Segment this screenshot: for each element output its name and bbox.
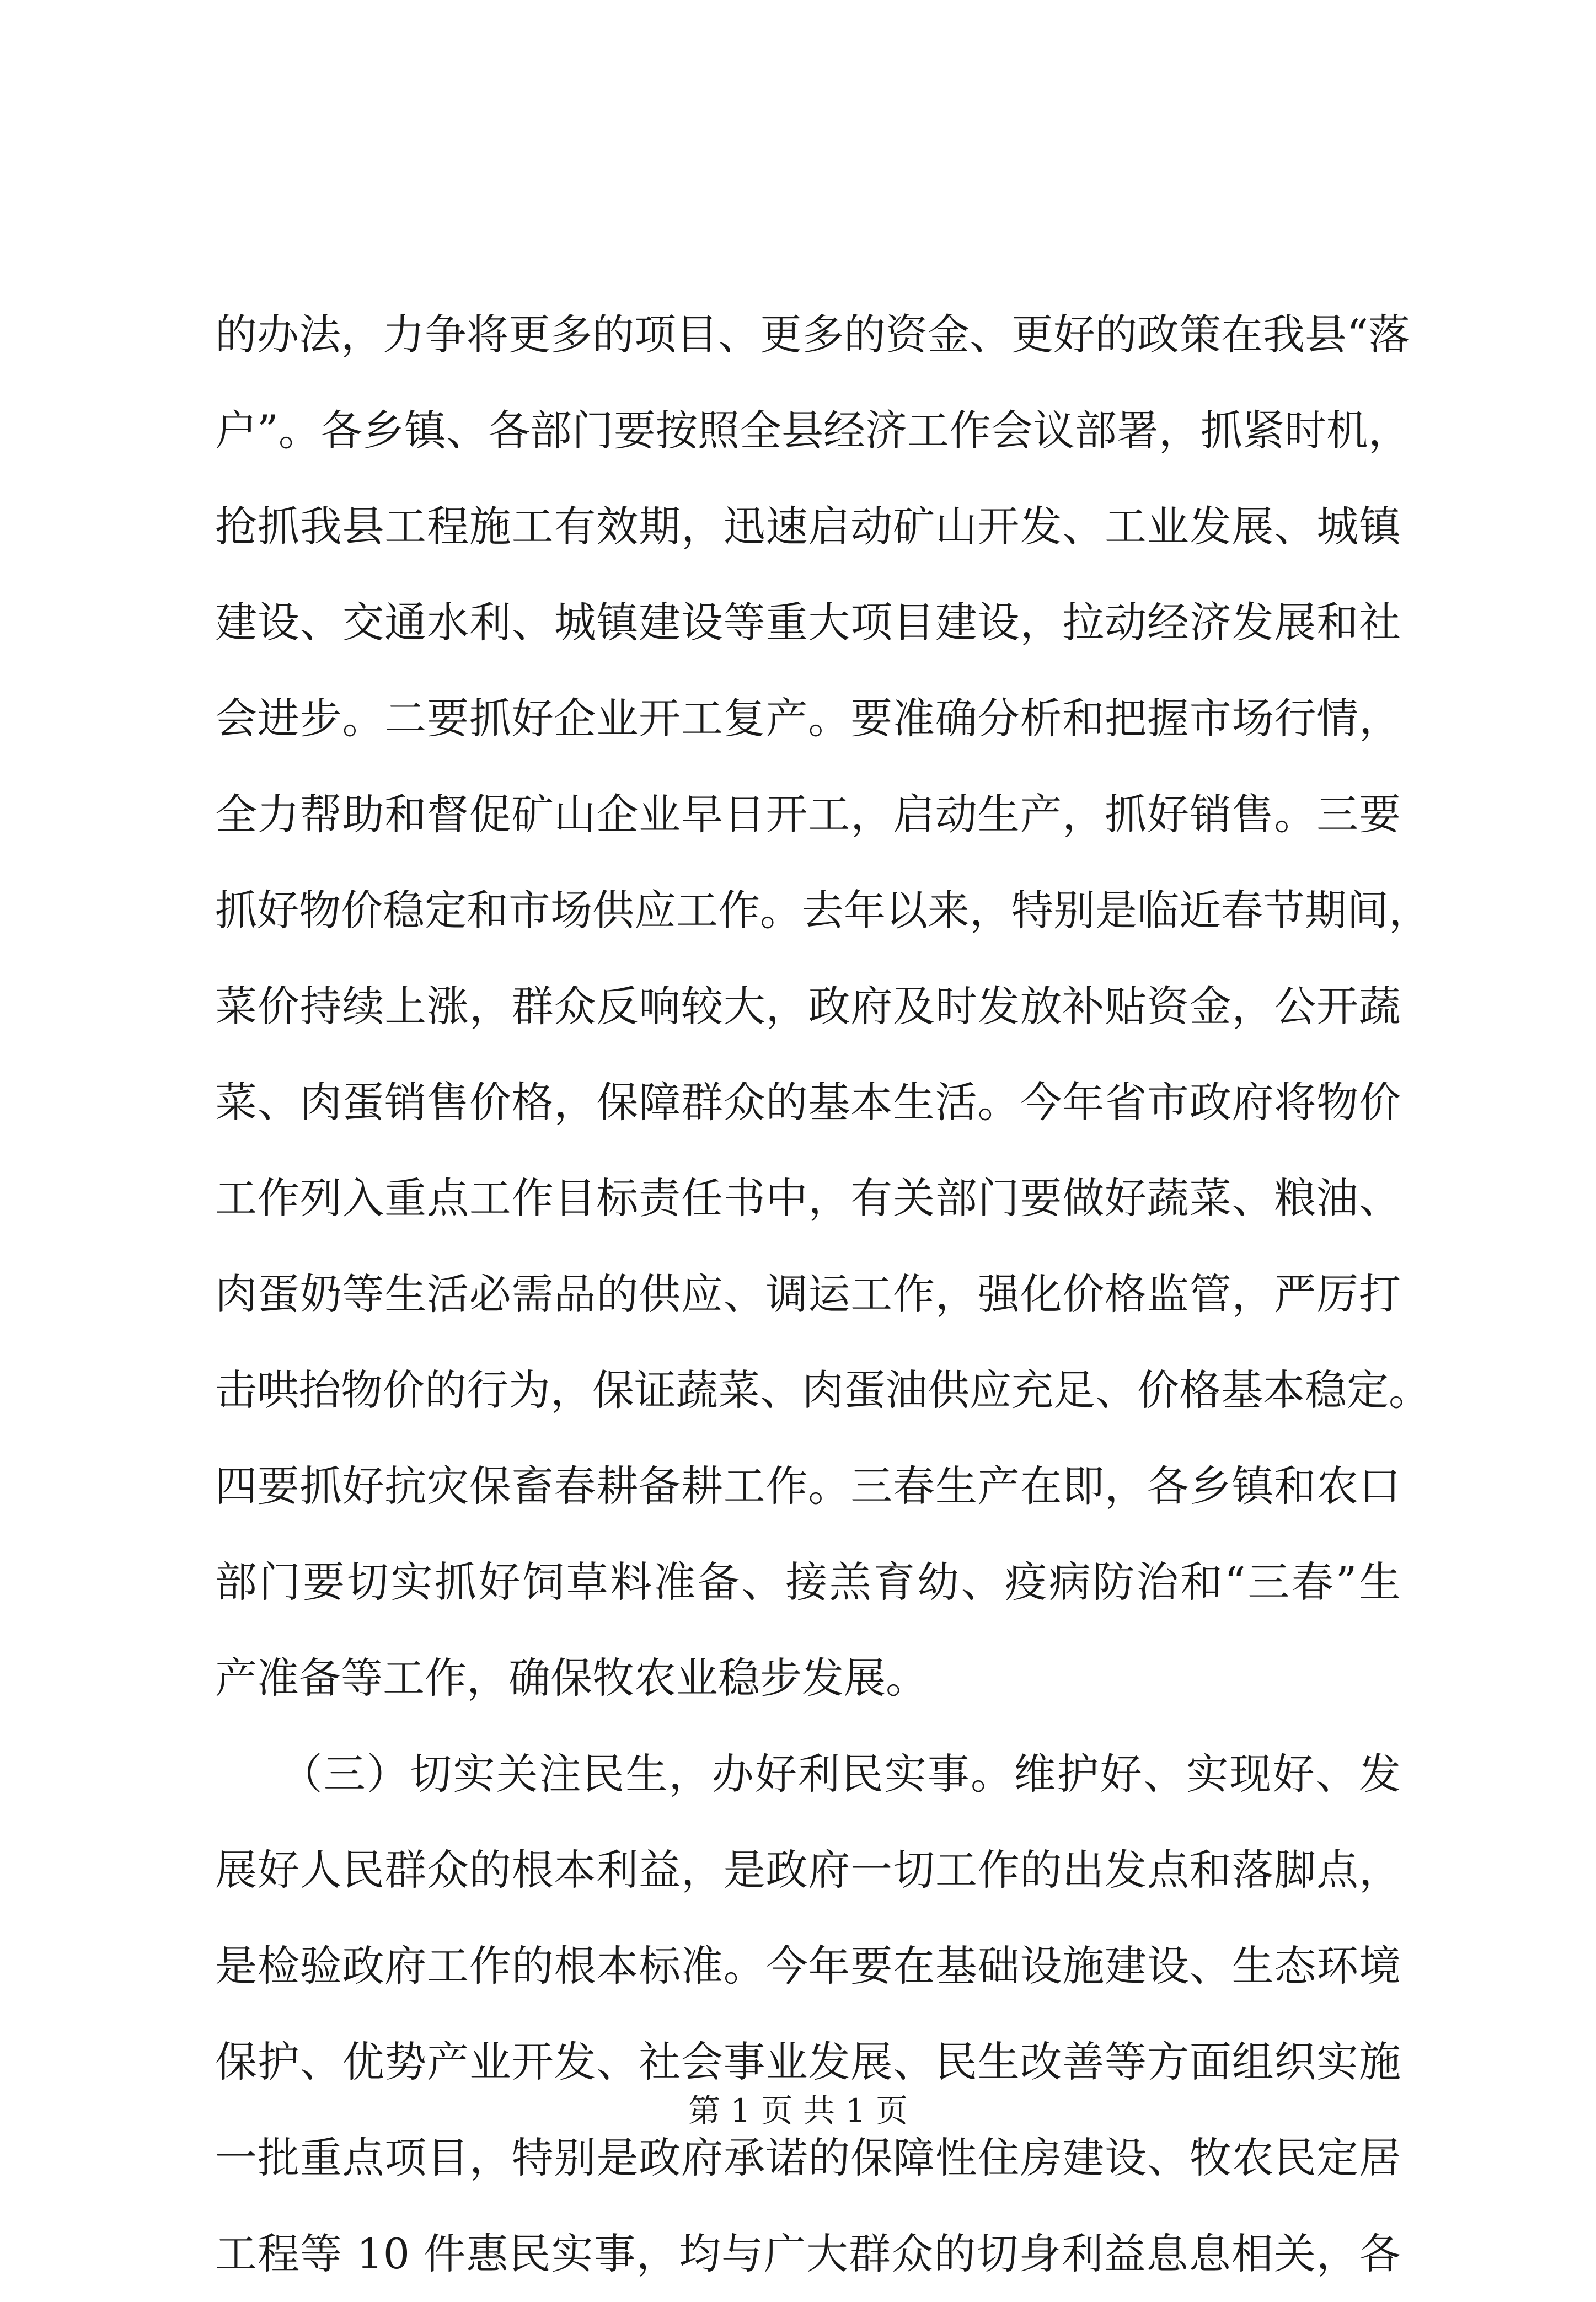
text-line: 的办法，力争将更多的项目、更多的资金、更好的政策在我县“落 bbox=[215, 310, 1410, 359]
text-line: 菜、肉蛋销售价格，保障群众的基本生活。今年省市政府将物价 bbox=[215, 1078, 1401, 1127]
text-line: 四要抓好抗灾保畜春耕备耕工作。三春生产在即，各乡镇和农口 bbox=[215, 1461, 1401, 1511]
text-line: 产准备等工作，确保牧农业稳步发展。 bbox=[215, 1653, 928, 1703]
text-line: （三）切实关注民生，办好利民实事。维护好、实现好、发 bbox=[215, 1749, 1401, 1798]
text-line: 全力帮助和督促矿山企业早日开工，启动生产，抓好销售。三要 bbox=[215, 790, 1401, 839]
text-line: 一批重点项目，特别是政府承诺的保障性住房建设、牧农民定居 bbox=[215, 2133, 1401, 2182]
text-line: 肉蛋奶等生活必需品的供应、调运工作，强化价格监管，严厉打 bbox=[215, 1270, 1401, 1319]
document-body bbox=[215, 287, 1431, 2302]
text-line: 菜价持续上涨，群众反响较大，政府及时发放补贴资金，公开蔬 bbox=[215, 982, 1401, 1031]
page-footer: 第 1 页 共 1 页 bbox=[688, 2092, 908, 2129]
text-line: 抢抓我县工程施工有效期，迅速启动矿山开发、工业发展、城镇 bbox=[215, 502, 1401, 551]
text-line: 展好人民群众的根本利益，是政府一切工作的出发点和落脚点， bbox=[215, 1845, 1401, 1894]
text-line: 建设、交通水利、城镇建设等重大项目建设，拉动经济发展和社 bbox=[215, 598, 1401, 647]
text-line: 击哄抬物价的行为，保证蔬菜、肉蛋油供应充足、价格基本稳定。 bbox=[215, 1366, 1431, 1415]
text-line: 部门要切实抓好饲草料准备、接羔育幼、疫病防治和“三春”生 bbox=[215, 1557, 1401, 1607]
text-line: 工作列入重点工作目标责任书中，有关部门要做好蔬菜、粮油、 bbox=[215, 1174, 1401, 1223]
text-line: 工程等 10 件惠民实事，均与广大群众的切身利益息息相关，各 bbox=[215, 2229, 1401, 2278]
text-line: 会进步。二要抓好企业开工复产。要准确分析和把握市场行情， bbox=[215, 694, 1401, 743]
text-line: 保护、优势产业开发、社会事业发展、民生改善等方面组织实施 bbox=[215, 2037, 1401, 2086]
text-line: 抓好物价稳定和市场供应工作。去年以来，特别是临近春节期间， bbox=[215, 886, 1431, 935]
text-line: 是检验政府工作的根本标准。今年要在基础设施建设、生态环境 bbox=[215, 1941, 1401, 1990]
text-line: 户”。各乡镇、各部门要按照全县经济工作会议部署，抓紧时机， bbox=[215, 406, 1410, 455]
